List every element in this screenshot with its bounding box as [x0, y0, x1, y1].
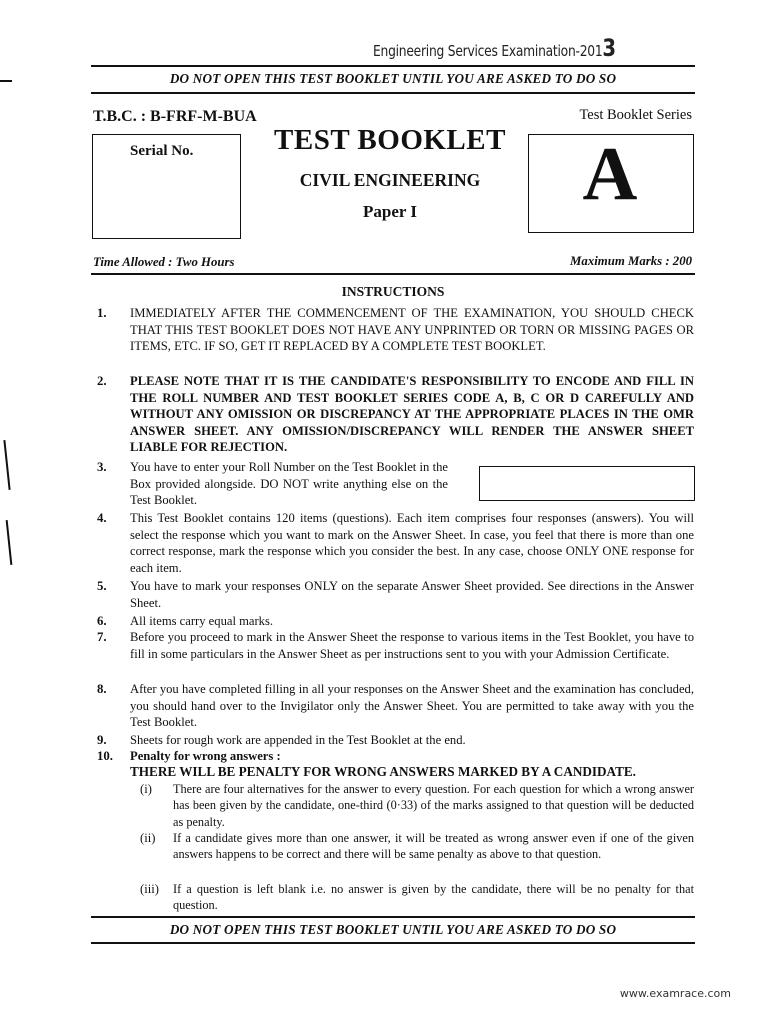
handwritten-prefix: Engineering Services Examination-201 [373, 42, 603, 60]
scan-mark [0, 80, 12, 82]
instruction-number: 9. [97, 733, 107, 747]
roll-number-box[interactable] [479, 466, 695, 501]
penalty-item-1: There are four alternatives for the answer to every question. For each question for which a wrong answer has been given by the candidate, one-third (0·33) of the marks assigned to that question will be deducted as penalty. [173, 782, 694, 829]
handwritten-year-digit: 3 [602, 34, 616, 62]
instruction-number: 8. [97, 682, 107, 696]
time-allowed: Time Allowed : Two Hours [93, 255, 235, 269]
instruction-8: After you have completed filling in all your responses on the Answer Sheet and the examination has concluded, you should hand over to the Invigilator only the Answer Sheet. You are permitted to take away with you the Test Booklet. [130, 682, 694, 730]
series-letter: A [582, 132, 638, 216]
maximum-marks: Maximum Marks : 200 [570, 254, 692, 268]
handwritten-exam-title [373, 34, 616, 62]
scan-mark [3, 440, 10, 490]
instruction-number: 5. [97, 579, 107, 593]
penalty-heading: THERE WILL BE PENALTY FOR WRONG ANSWERS MARKED BY A CANDIDATE. [130, 764, 636, 779]
instructions-heading: INSTRUCTIONS [341, 284, 445, 299]
serial-label: Serial No. [130, 143, 194, 159]
instruction-number: 2. [97, 374, 107, 388]
instruction-number: 10. [97, 749, 113, 763]
instruction-number: 6. [97, 614, 107, 628]
instruction-6: All items carry equal marks. [130, 614, 274, 628]
instruction-5: You have to mark your responses ONLY on the separate Answer Sheet provided. See directions in the Answer Sheet. [130, 579, 694, 610]
instruction-7: Before you proceed to mark in the Answer Sheet the response to various items in the Test Booklet, you have to fill in some particulars in the Answer Sheet as per instructions sent to you with your Admission Certificate. [130, 630, 694, 661]
paper-number: Paper I [363, 202, 417, 221]
subject-title: CIVIL ENGINEERING [299, 170, 481, 190]
instruction-4: This Test Booklet contains 120 items (questions). Each item comprises four responses (answers). You will select the response which you want to mark on the Answer Sheet. In case, you feel that there is more than one correct response, mark the response which you consider the best. In any case, choose ONLY ONE response for each item. [130, 511, 694, 575]
bottom-rule [91, 916, 695, 918]
penalty-number: (ii) [140, 831, 156, 845]
instruction-number: 1. [97, 306, 107, 320]
penalty-item-3: If a question is left blank i.e. no answer is given by the candidate, there will be no penalty for that question. [173, 882, 694, 913]
bottom-banner: DO NOT OPEN THIS TEST BOOKLET UNTIL YOU ARE ASKED TO DO SO [169, 922, 617, 937]
top-rule [91, 65, 695, 67]
instruction-2: PLEASE NOTE THAT IT IS THE CANDIDATE'S RESPONSIBILITY TO ENCODE AND FILL IN THE ROLL NUMBER AND TEST BOOKLET SERIES CODE A, B, C OR D CAREFULLY AND WITHOUT ANY OMISSION OR DISCREPANCY AT THE APPROPRIATE PLACES IN THE OMR ANSWER SHEET. ANY OMISSION/DISCREPANCY WILL RENDER THE ANSWER SHEET LIABLE FOR REJECTION. [130, 374, 694, 455]
instruction-1: IMMEDIATELY AFTER THE COMMENCEMENT OF THE EXAMINATION, YOU SHOULD CHECK THAT THIS TEST BOOKLET DOES NOT HAVE ANY UNPRINTED OR TORN OR MISSING PAGES OR ITEMS, ETC. IF SO, GET IT REPLACED BY A COMPLETE TEST BOOKLET. [130, 306, 694, 354]
series-label: Test Booklet Series [579, 107, 692, 123]
header-rule [91, 273, 695, 275]
instruction-number: 7. [97, 630, 107, 644]
scan-mark [6, 520, 13, 565]
tbc-code: T.B.C. : B-FRF-M-BUA [93, 108, 257, 125]
top-banner-rule [91, 92, 695, 94]
penalty-item-2: If a candidate gives more than one answer, it will be treated as wrong answer even if one of the given answers happens to be correct and there will be same penalty as above to that question. [173, 831, 694, 862]
instruction-3: You have to enter your Roll Number on the Test Booklet in the Box provided alongside. DO NOT write anything else on the Test Booklet. [130, 460, 448, 508]
bottom-banner-rule [91, 942, 695, 944]
top-banner: DO NOT OPEN THIS TEST BOOKLET UNTIL YOU ARE ASKED TO DO SO [169, 71, 617, 86]
instruction-9: Sheets for rough work are appended in the Test Booklet at the end. [130, 733, 466, 747]
penalty-number: (iii) [140, 882, 159, 896]
penalty-number: (i) [140, 782, 152, 796]
watermark-url: www.examrace.com [619, 987, 731, 1000]
instruction-10: Penalty for wrong answers : [130, 749, 281, 763]
instruction-number: 4. [97, 511, 107, 525]
instruction-number: 3. [97, 460, 107, 474]
page-title: TEST BOOKLET [274, 124, 506, 156]
